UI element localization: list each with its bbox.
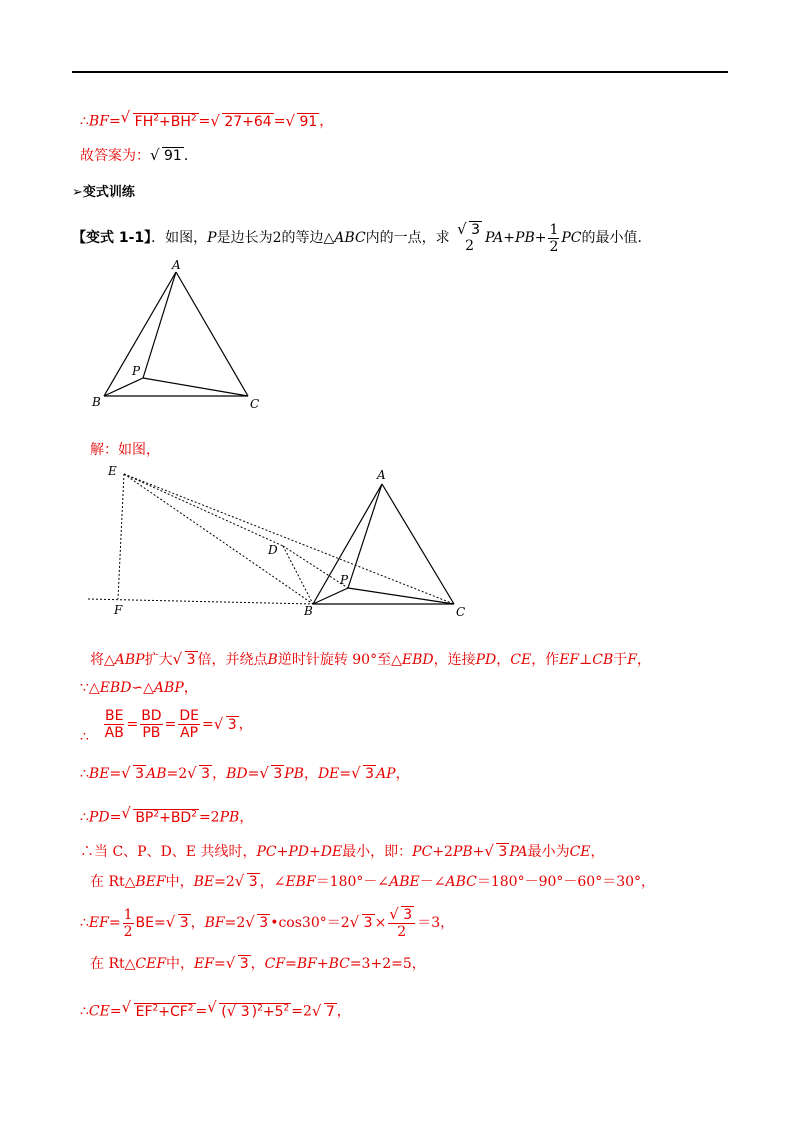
text: = <box>109 809 122 826</box>
text: ＝3， <box>417 915 455 931</box>
seg-pa <box>348 484 382 588</box>
label-e: E <box>108 464 117 478</box>
step-4 <box>80 764 410 784</box>
sup: 2 <box>153 113 159 123</box>
equals: = <box>201 716 214 733</box>
seg-pc <box>143 378 248 396</box>
text: ， <box>590 844 605 860</box>
text: ( <box>221 1003 227 1020</box>
sup: 2 <box>153 809 160 819</box>
figure-construction <box>88 460 478 620</box>
step-8 <box>80 906 454 940</box>
sup: 2 <box>257 1003 263 1013</box>
period: ． <box>183 148 198 164</box>
label-p: P <box>132 364 141 378</box>
text: EF <box>135 1003 153 1020</box>
text: = <box>109 1003 122 1020</box>
text: F <box>627 652 638 668</box>
fraction-one-half: $\frac{1}{2}$ <box>549 221 559 255</box>
text: = <box>195 1003 208 1020</box>
sqrt-7: √ 7 <box>312 1002 337 1022</box>
sqrt-3: √ 3 <box>484 842 509 862</box>
equals: = <box>126 716 139 733</box>
text: AP <box>376 766 396 782</box>
text: +CF <box>158 1003 188 1020</box>
text: =2 <box>224 915 246 931</box>
equals: = <box>198 113 211 130</box>
text: PB <box>219 809 240 826</box>
text: ， <box>336 1003 351 1020</box>
step-6 <box>80 842 605 862</box>
text: =2 <box>166 766 188 782</box>
text: CF <box>264 956 286 972</box>
text: = <box>339 766 352 782</box>
text: EBD <box>401 652 434 668</box>
sqrt-91-answer: √ 91 <box>150 146 184 166</box>
sqrt-3: √ 3 <box>187 764 212 784</box>
text: ∴当 C、P、D、E 共线时， <box>80 844 257 860</box>
text: = <box>247 766 260 782</box>
text: 于 <box>613 652 628 668</box>
label-p: P <box>340 573 349 587</box>
text: ∴ <box>80 809 89 826</box>
text: ＝180°－∠ <box>315 874 390 890</box>
text: PB <box>284 766 304 782</box>
text: PA <box>509 844 528 860</box>
sup: 2 <box>190 113 197 123</box>
sqrt-bp-bd <box>121 804 199 828</box>
rad-fh: FH <box>134 113 154 130</box>
text: EF <box>194 956 214 972</box>
section-heading <box>72 183 135 203</box>
sup: 2 <box>283 1003 290 1013</box>
plus: + <box>159 113 171 130</box>
sqrt-expression: √ (√ 3 )$^2+5^2$ <box>207 998 291 1022</box>
equals: = <box>108 113 121 130</box>
step-2 <box>80 678 198 698</box>
text: 最小，即： <box>342 844 413 860</box>
problem-text: 内的一点，求 <box>365 230 450 246</box>
text: BF <box>296 956 317 972</box>
text: = <box>109 766 122 782</box>
text: ∵△ <box>80 680 100 696</box>
figure-triangle-abc <box>88 258 268 414</box>
text: BD <box>226 766 248 782</box>
text: EBD <box>99 680 132 696</box>
seg-dp <box>283 546 348 588</box>
equals: = <box>273 113 286 130</box>
fraction-num: BD <box>141 708 162 724</box>
text: PC+PD+DE <box>256 844 343 860</box>
answer-prefix: 故答案为： <box>80 148 150 164</box>
text: ∴ <box>80 766 89 782</box>
text: EBF <box>285 874 316 890</box>
text: + <box>316 956 329 972</box>
step-7 <box>90 872 655 892</box>
fraction-one-half: $\frac{1}{2}$ <box>123 906 133 940</box>
text: DE <box>317 766 340 782</box>
text: CEF <box>135 956 167 972</box>
label-f: F <box>114 603 123 617</box>
text: PC <box>412 844 433 860</box>
text: ， <box>239 809 254 826</box>
sqrt-3: √ 3 <box>214 717 239 733</box>
triangle-abc: ABC <box>334 230 366 246</box>
comma: ， <box>238 716 253 733</box>
fraction-den: AB <box>104 725 124 741</box>
side-ac <box>176 272 248 396</box>
step-10 <box>80 998 351 1022</box>
comma: ， <box>319 113 334 130</box>
fraction-sqrt3-over-2: √ $\frac{3}{2}$ <box>388 907 415 940</box>
sqrt-3: √ 3 <box>226 954 251 974</box>
fraction-den: AP <box>180 725 199 741</box>
text: PB <box>452 844 473 860</box>
fraction-num: DE <box>179 708 199 724</box>
text: ∴ <box>80 1003 89 1020</box>
text: ，∠ <box>259 874 286 890</box>
label-d: D <box>268 543 278 557</box>
sqrt-ef-cf <box>122 998 196 1022</box>
text: ABE <box>389 874 420 890</box>
text: BE= <box>135 915 166 931</box>
text: EF <box>88 915 109 931</box>
problem-text: 的等边△ <box>281 230 335 246</box>
seg-pa <box>143 272 176 378</box>
text: －∠ <box>419 874 446 890</box>
text: BE <box>88 766 110 782</box>
text: 逆时针旋转 90°至△ <box>277 652 402 668</box>
therefore-symbol: ∴ <box>80 113 89 130</box>
text: ABC <box>445 874 477 890</box>
text: ， <box>183 680 198 696</box>
sqrt-3: √ 3 <box>245 906 270 940</box>
text: ， <box>496 652 511 668</box>
seg-db <box>283 546 313 604</box>
text: =2 <box>291 1003 312 1020</box>
header-rule <box>72 71 728 73</box>
text: ， <box>303 766 318 782</box>
expr-pa-pb: PA+PB+ <box>485 230 547 246</box>
text: CE <box>510 652 532 668</box>
text: EF <box>559 652 580 668</box>
expr-pc: PC <box>561 230 582 246</box>
problem-tag: 【变式 1-1】 <box>72 230 152 246</box>
step-5 <box>80 804 253 828</box>
text: BP <box>135 809 154 826</box>
text: CE <box>88 1003 110 1020</box>
label-b: B <box>304 604 313 618</box>
sup: 2 <box>152 1003 159 1013</box>
text: ，连接 <box>433 652 476 668</box>
step-3 <box>80 708 253 745</box>
text: 中， <box>165 874 194 890</box>
text: ＝180°－90°－60°＝30°， <box>476 874 656 890</box>
text: ， <box>190 915 205 931</box>
problem-text: 的最小值． <box>581 230 652 246</box>
problem-text: ．如图， <box>151 230 208 246</box>
therefore-symbol: ∴ <box>80 729 89 745</box>
text: ABP <box>114 652 145 668</box>
side-ac <box>382 484 454 604</box>
text: 在 Rt△ <box>90 956 136 972</box>
sqrt-3: √ 3 <box>235 872 260 892</box>
text: 在 Rt△ <box>90 874 136 890</box>
label-b: B <box>92 395 101 409</box>
fraction-den: PB <box>142 725 161 741</box>
text: 将△ <box>90 652 115 668</box>
text: BEF <box>135 874 166 890</box>
step-1 <box>90 650 651 670</box>
text: ∴ <box>80 915 89 931</box>
label-c: C <box>250 397 260 411</box>
seg-eb <box>124 474 313 604</box>
text: = <box>285 956 297 972</box>
seg-pc <box>348 588 454 604</box>
sqrt-fh-bh <box>121 108 199 132</box>
section-title: 变式训练 <box>82 185 135 200</box>
arrow-icon: ➢ <box>72 185 83 200</box>
sup: 2 <box>191 809 197 819</box>
text: BC <box>328 956 350 972</box>
text: +2 <box>432 844 453 860</box>
text: ∽△ <box>131 680 154 696</box>
text: ， <box>395 766 410 782</box>
sqrt-3: √ 3 <box>166 906 191 940</box>
sup: 2 <box>187 1003 194 1013</box>
text: ⊥ <box>579 652 593 668</box>
side-length: 2 <box>272 230 282 246</box>
fraction-num: BE <box>105 708 124 724</box>
sqrt-91: √ 91 <box>285 112 319 132</box>
text: =2 <box>214 874 235 890</box>
text: •cos30°＝2 <box>270 915 350 931</box>
text: AB <box>146 766 167 782</box>
text: 扩大 <box>144 652 173 668</box>
text: BF <box>204 915 225 931</box>
answer-line <box>80 146 198 166</box>
text: ， <box>212 766 227 782</box>
label-c: C <box>456 605 466 619</box>
text: +BD <box>159 809 192 826</box>
bf-line <box>80 108 333 132</box>
rad-bh: BH <box>170 113 191 130</box>
label-a: A <box>172 258 181 272</box>
sqrt-3: √ 3 <box>259 764 284 784</box>
problem-text: 是边长为 <box>216 230 273 246</box>
seg-ed <box>124 474 283 546</box>
seg-ef <box>118 474 124 599</box>
text: ，作 <box>531 652 560 668</box>
text: =2 <box>198 809 220 826</box>
text: ， <box>250 956 265 972</box>
text: ABP <box>153 680 184 696</box>
step-9 <box>90 954 426 974</box>
text: = <box>213 956 226 972</box>
text: ， <box>637 652 652 668</box>
text: PD <box>88 809 110 826</box>
bf-label: BF <box>88 113 109 130</box>
fraction-sqrt3-over-2: √ 3 2 <box>456 222 483 254</box>
text: =3+2=5， <box>349 956 426 972</box>
text: ) <box>251 1003 258 1020</box>
text: = <box>108 915 121 931</box>
sqrt-3: √ 3 <box>121 764 146 784</box>
text: CE <box>569 844 591 860</box>
text: PD <box>475 652 497 668</box>
text: B <box>267 652 278 668</box>
sqrt-3: √ 3 <box>351 764 376 784</box>
sqrt-27-64: √ 27+64 <box>210 112 273 132</box>
point-p: P <box>207 230 217 246</box>
text: CB <box>592 652 614 668</box>
solution-head: 解：如图， <box>90 442 160 458</box>
text: × <box>374 915 387 931</box>
label-a: A <box>377 468 386 482</box>
text: 倍，并绕点 <box>197 652 268 668</box>
equals: = <box>164 716 177 733</box>
text: + <box>472 844 485 860</box>
text: +5 <box>262 1003 284 1020</box>
text: 中， <box>166 956 195 972</box>
text: 最小为 <box>527 844 570 860</box>
problem-statement <box>72 220 652 256</box>
sqrt-3: √ 3 <box>350 906 375 940</box>
sqrt-3: √ 3 <box>173 650 198 670</box>
text: BE <box>193 874 215 890</box>
seg-ec <box>124 474 454 604</box>
